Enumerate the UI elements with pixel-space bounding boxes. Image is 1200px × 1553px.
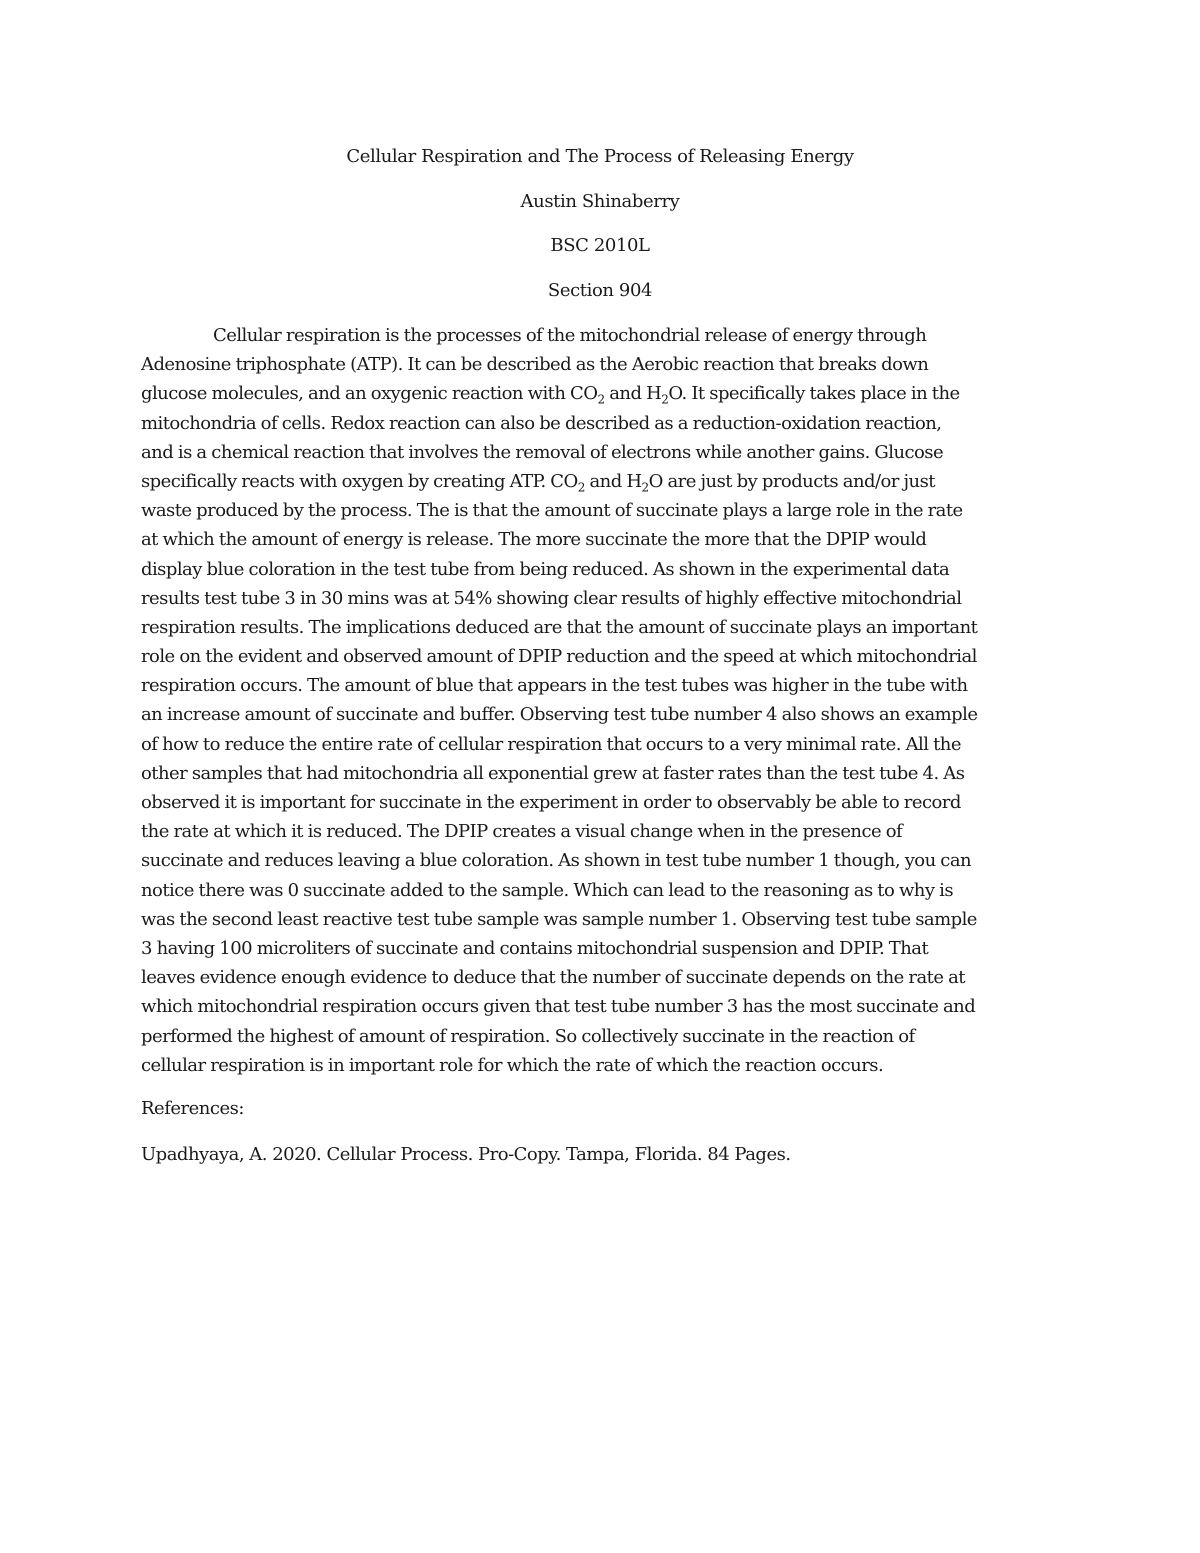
body-line	[141, 350, 1066, 379]
body-text: glucose molecules, and an oxygenic reaction with CO	[141, 383, 598, 405]
body-text: leaves evidence enough evidence to deduce that the number of succinate depends on the rate at	[141, 967, 965, 989]
body-line	[141, 467, 1066, 496]
body-line	[141, 613, 1066, 642]
body-text: Adenosine triphosphate (ATP). It can be described as the Aerobic reaction that breaks down	[141, 354, 929, 376]
body-text: O are just by products and/or just	[648, 470, 935, 492]
body-text: specifically reacts with oxygen by creating ATP. CO	[141, 470, 578, 492]
body-text: and H	[604, 383, 662, 405]
body-text: display blue coloration in the test tube from being reduced. As shown in the experimental data	[141, 558, 950, 580]
body-text: waste produced by the process. The is that the amount of succinate plays a large role in the rate	[141, 500, 963, 522]
body-line	[141, 496, 1066, 525]
body-line	[141, 438, 1066, 467]
title-block	[0, 143, 1200, 321]
body-text: results test tube 3 in 30 mins was at 54% showing clear results of highly effective mitochondrial	[141, 587, 962, 609]
subscript-text: 2	[661, 392, 669, 407]
body-text: and is a chemical reaction that involves the removal of electrons while another gains. Glucose	[141, 441, 944, 463]
body-text: at which the amount of energy is release. The more succinate the more that the DPIP would	[141, 529, 927, 551]
body-line	[141, 759, 1066, 788]
body-line	[141, 321, 1066, 350]
subscript-text: 2	[597, 392, 605, 407]
body-line	[141, 1051, 1066, 1080]
body-text: was the second least reactive test tube sample was sample number 1. Observing test tube sample	[141, 908, 977, 930]
body-line	[141, 584, 1066, 613]
body-text: respiration occurs. The amount of blue that appears in the test tubes was higher in the tube with	[141, 675, 968, 697]
body-text: 3 having 100 microliters of succinate and contains mitochondrial suspension and DPIP. That	[141, 937, 929, 959]
body-text: performed the highest of amount of respiration. So collectively succinate in the reaction of	[141, 1025, 915, 1047]
body-line	[141, 1022, 1066, 1051]
section-number: Section 904	[547, 279, 653, 301]
body-line	[141, 788, 1066, 817]
references-heading: References:	[141, 1098, 244, 1119]
subscript-text: 2	[577, 480, 585, 495]
body-line	[141, 992, 1066, 1021]
body-line	[141, 555, 1066, 584]
body-line	[141, 963, 1066, 992]
body-line	[141, 409, 1066, 438]
body-line	[141, 817, 1066, 846]
body-text: other samples that had mitochondria all exponential grew at faster rates than the test tube 4. As	[141, 762, 965, 784]
reference-entry: Upadhyaya, A. 2020. Cellular Process. Pro-Copy. Tampa, Florida. 84 Pages.	[141, 1144, 791, 1165]
body-line	[141, 730, 1066, 759]
body-text: cellular respiration is in important role for which the rate of which the reaction occurs.	[141, 1054, 884, 1076]
body-text: which mitochondrial respiration occurs given that test tube number 3 has the most succinate and	[141, 996, 976, 1018]
body-text: role on the evident and observed amount of DPIP reduction and the speed at which mitochondrial	[141, 646, 977, 668]
body-line	[141, 846, 1066, 875]
body-text: and H	[584, 470, 642, 492]
body-line	[141, 876, 1066, 905]
body-line	[141, 934, 1066, 963]
subscript-text: 2	[641, 480, 649, 495]
body-line	[141, 642, 1066, 671]
body-text: mitochondria of cells. Redox reaction can also be described as a reduction-oxidation reaction,	[141, 412, 942, 434]
body-line	[141, 525, 1066, 554]
body-text: observed it is important for succinate in the experiment in order to observably be able to record	[141, 792, 961, 813]
document-title: Cellular Respiration and The Process of Releasing Energy	[346, 146, 854, 167]
body-text: an increase amount of succinate and buffer. Observing test tube number 4 also shows an example	[141, 704, 978, 726]
body-text: Cellular respiration is the processes of the mitochondrial release of energy through	[213, 325, 927, 346]
body-text: the rate at which it is reduced. The DPIP creates a visual change when in the presence of	[141, 821, 903, 843]
author-name: Austin Shinaberry	[520, 190, 680, 212]
body-line	[141, 379, 1066, 408]
course-code: BSC 2010L	[550, 235, 650, 257]
body-text: succinate and reduces leaving a blue coloration. As shown in test tube number 1 though, you can	[141, 850, 972, 872]
body-line	[141, 700, 1066, 729]
body-text: of how to reduce the entire rate of cellular respiration that occurs to a very minimal rate. All the	[141, 733, 961, 755]
body-text: respiration results. The implications deduced are that the amount of succinate plays an important	[141, 616, 978, 638]
body-line	[141, 671, 1066, 700]
body-paragraph	[141, 321, 1066, 1080]
body-line	[141, 905, 1066, 934]
body-text: notice there was 0 succinate added to the sample. Which can lead to the reasoning as to why is	[141, 879, 954, 901]
body-text: O. It specifically takes place in the	[668, 383, 960, 405]
